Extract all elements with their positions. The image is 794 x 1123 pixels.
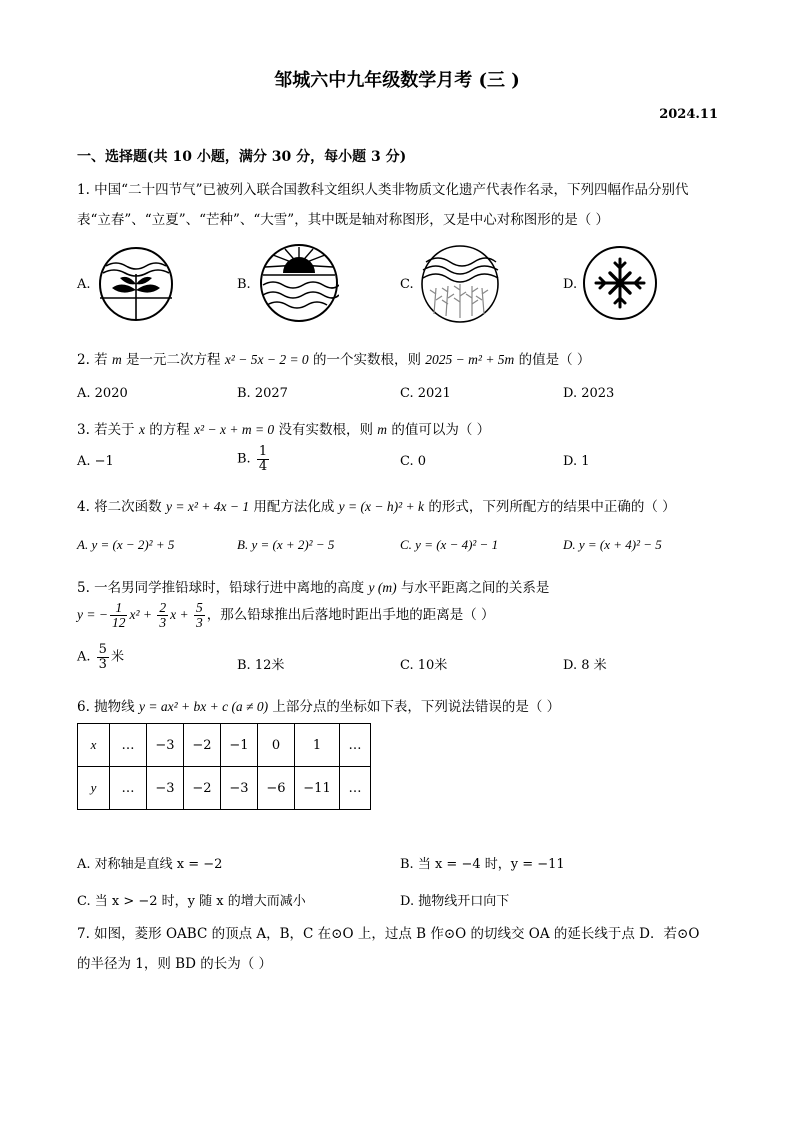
- table-cell: 0: [258, 724, 295, 767]
- q2-option-a: A. 2020: [77, 386, 128, 401]
- q1-line2: 表“立春”、“立夏”、“芒种”、“大雪”，其中既是轴对称图形，又是中心对称图形的是（ ）: [77, 212, 610, 228]
- table-cell: …: [340, 724, 371, 767]
- q2-option-c: C. 2021: [400, 386, 451, 401]
- q3-option-d: D. 1: [563, 454, 590, 469]
- q3-stem: 3. 若关于 x 的方程 x² − x + m = 0 没有实数根，则 m 的值可以为（ ）: [77, 422, 491, 438]
- lixia-sun-image: [259, 243, 339, 323]
- q3-option-c: C. 0: [400, 454, 427, 469]
- table-cell: −6: [258, 767, 295, 810]
- q3-option-a: A. −1: [77, 454, 114, 469]
- exam-date: 2024.11: [659, 107, 718, 122]
- q7-line2: 的半径为 1，则 BD 的长为（ ）: [77, 956, 272, 972]
- lichun-sprout-image: [98, 246, 174, 322]
- table-cell: −3: [221, 767, 258, 810]
- q5-option-a: A. $\frac{5}{3}$ 米: [77, 642, 124, 672]
- section-heading: 一、选择题(共 10 小题，满分 30 分，每小题 3 分): [77, 149, 407, 165]
- q5-option-d: D. 8 米: [563, 658, 607, 673]
- q6-coordinate-table: [77, 723, 371, 810]
- table-cell: x: [78, 724, 110, 767]
- q5-fraction-1: $\frac{1}{12}$: [111, 600, 126, 631]
- q6-option-c: C. 当 x > −2 时，y 随 x 的增大而减小: [77, 894, 306, 909]
- q3-option-b: B. $\frac{1}{4}$: [237, 444, 268, 474]
- q1-option-c-label: C.: [400, 277, 414, 292]
- table-cell: …: [110, 767, 147, 810]
- q5-equation-line: y = − $\frac{1}{12}$ x² + $\frac{2}{3}$ x + $\frac{5}{3}$ ，那么铅球推出后落地时距出手地的距离是（ ）: [77, 600, 495, 631]
- q4-stem: 4. 将二次函数 y = x² + 4x − 1 用配方法化成 y = (x − h)² + k 的形式，下列所配方的结果中正确的（ ）: [77, 499, 676, 515]
- table-cell: −11: [295, 767, 340, 810]
- q3-option-b-fraction: $\frac{1}{4}$: [258, 444, 268, 474]
- table-cell: −3: [147, 767, 184, 810]
- q1-line1: 1. 中国“二十四节气”已被列入联合国教科文组织人类非物质文化遗产代表作名录，下列四幅作品分别代: [77, 182, 689, 198]
- q5-option-a-fraction: $\frac{5}{3}$: [98, 642, 107, 672]
- q7-line1: 7. 如图，菱形 OABC 的顶点 A，B，C 在⊙O 上，过点 B 作⊙O 的切线交 OA 的延长线于点 D．若⊙O: [77, 926, 700, 942]
- q6-option-a: A. 对称轴是直线 x = −2: [77, 857, 223, 872]
- table-cell: −2: [184, 767, 221, 810]
- table-row-y: [78, 767, 371, 810]
- table-cell: y: [78, 767, 110, 810]
- q5-option-b: B. 12米: [237, 658, 285, 673]
- q6-option-d: D. 抛物线开口向下: [400, 894, 510, 909]
- q5-option-c: C. 10米: [400, 658, 448, 673]
- q1-option-b-label: B.: [237, 277, 251, 292]
- q6-stem: 6. 抛物线 y = ax² + bx + c (a ≠ 0) 上部分点的坐标如下表，下列说法错误的是（ ）: [77, 699, 561, 715]
- table-cell: −3: [147, 724, 184, 767]
- q4-option-a: A. y = (x − 2)² + 5: [77, 537, 175, 552]
- daxue-snowflake-image: [582, 245, 658, 321]
- q4-option-d: D. y = (x + 4)² − 5: [563, 537, 662, 552]
- q2-option-d: D. 2023: [563, 386, 615, 401]
- q6-option-b: B. 当 x = −4 时，y = −11: [400, 857, 565, 872]
- q4-option-c: C. y = (x − 4)² − 1: [400, 537, 499, 552]
- q5-fraction-3: $\frac{5}{3}$: [195, 600, 203, 631]
- table-cell: 1: [295, 724, 340, 767]
- q1-option-d-label: D.: [563, 277, 578, 292]
- table-cell: …: [340, 767, 371, 810]
- mangzhong-grain-image: [420, 244, 500, 324]
- q2-option-b: B. 2027: [237, 386, 288, 401]
- table-row-x: [78, 724, 371, 767]
- page-title: 邹城六中九年级数学月考 (三 ): [274, 70, 520, 91]
- q2-stem: 2. 若 m 是一元二次方程 x² − 5x − 2 = 0 的一个实数根，则 2025 − m² + 5m 的值是（ ）: [77, 352, 591, 368]
- q4-option-b: B. y = (x + 2)² − 5: [237, 537, 335, 552]
- table-cell: −2: [184, 724, 221, 767]
- q1-option-a-label: A.: [77, 277, 91, 292]
- q5-fraction-2: $\frac{2}{3}$: [159, 600, 167, 631]
- q5-line1: 5. 一名男同学推铅球时，铅球行进中离地的高度 y (m) 与水平距离之间的关系是: [77, 580, 550, 596]
- table-cell: …: [110, 724, 147, 767]
- table-cell: −1: [221, 724, 258, 767]
